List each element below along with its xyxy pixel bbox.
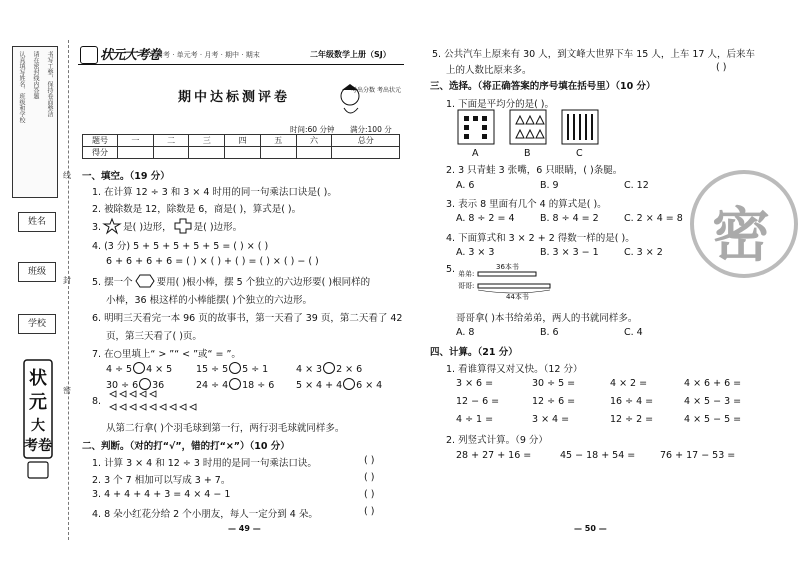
calc-item: 4 × 5 − 5 =: [684, 414, 742, 425]
calc-item: 4 × 2 =: [610, 378, 648, 389]
question: 4. (3 分) 5 + 5 + 5 + 5 + 5 = ( ) × ( ): [92, 241, 269, 252]
vertical-calc-item: 76 + 17 − 53 =: [660, 450, 736, 461]
exam-note: 认真填写姓名、班级和学校: [18, 51, 25, 123]
option-label: B. 3 × 3 − 1: [540, 247, 599, 258]
page-number: — 50 —: [574, 524, 607, 533]
option-label: A: [472, 148, 479, 159]
page-number: — 49 —: [228, 524, 261, 533]
name-field-label: 姓名: [18, 212, 56, 232]
book-bar-diagram: [478, 268, 558, 294]
option-label: B. 9: [540, 180, 559, 191]
calc-item: 3 × 4 =: [532, 414, 570, 425]
question-line: 哥哥拿( )本书给弟弟，两人的书就同样多。: [456, 313, 638, 324]
question: 2. 被除数是 12，除数是 6，商是( )，算式是( )。: [92, 204, 302, 215]
score-cell: 四: [225, 135, 261, 147]
exam-title: 期中达标测评卷: [178, 90, 291, 105]
score-input-cell[interactable]: [189, 147, 225, 159]
compare-row: 30 ÷ 6 36: [106, 380, 165, 391]
score-cell: 题号: [83, 135, 118, 147]
question: 3. 是( )边形， 是( )边形。: [92, 219, 242, 233]
hexagon-icon: [136, 275, 154, 287]
score-cell: 三: [189, 135, 225, 147]
score-input-cell[interactable]: [225, 147, 261, 159]
diagram-label: 36本书: [496, 263, 519, 271]
calc-item: 12 ÷ 6 =: [532, 396, 576, 407]
diagram-label: 弟弟:: [458, 270, 475, 278]
option-label: B: [524, 148, 531, 159]
answer-paren[interactable]: ( ): [364, 489, 375, 500]
option-label: C: [576, 148, 583, 159]
question-line: 上的人数比原来多。: [446, 65, 532, 76]
score-cell: 六: [296, 135, 332, 147]
option-label: A. 8: [456, 327, 475, 338]
compare-circle[interactable]: [139, 378, 151, 390]
question: 8.: [92, 396, 102, 407]
diagram-label: 44本书: [506, 293, 529, 301]
calc-item: 4 × 6 + 6 =: [684, 378, 742, 389]
question: 2. 列竖式计算。（9 分）: [446, 435, 548, 446]
compare-circle[interactable]: [133, 362, 145, 374]
answer-paren[interactable]: ( ): [716, 62, 727, 73]
shuttlecock-rows-icon: [108, 390, 308, 414]
score-input-cell[interactable]: [332, 147, 400, 159]
compare-circle[interactable]: [343, 378, 355, 390]
option-label: A. 3 × 3: [456, 247, 495, 258]
option-label: C. 4: [624, 327, 643, 338]
score-input-cell[interactable]: [118, 147, 154, 159]
calc-item: 3 × 6 =: [456, 378, 494, 389]
question-line: 6 + 6 + 6 + 6 = ( ) × ( ) + ( ) = ( ) × ( ) − ( ): [106, 256, 319, 267]
exam-time: 时间:60 分钟: [290, 125, 335, 134]
vertical-calc-item: 28 + 27 + 16 =: [456, 450, 532, 461]
option-label: A. 6: [456, 180, 475, 191]
option-label: C. 12: [624, 180, 649, 191]
answer-paren[interactable]: ( ): [364, 506, 375, 517]
header-brand: 状元大考卷: [100, 48, 161, 63]
question: 1. 在计算 12 ÷ 3 和 3 × 4 时用的同一句乘法口诀是( )。: [92, 187, 337, 198]
judge-item: 2. 3 个 7 相加可以写成 3 + 7。: [92, 475, 231, 486]
question: 5.: [446, 264, 456, 275]
question: 4. 下面算式和 3 × 2 + 2 得数一样的是( )。: [446, 233, 635, 244]
judge-item: 4. 8 朵小红花分给 2 个小朋友，每人一定分到 4 朵。: [92, 509, 318, 520]
calc-item: 12 − 6 =: [456, 396, 500, 407]
judge-item: 1. 计算 3 × 4 和 12 ÷ 3 时用的是同一句乘法口诀。: [92, 458, 317, 469]
mascot-text: 考出分数 考出状元: [351, 87, 401, 94]
calc-item: 30 ÷ 5 =: [532, 378, 576, 389]
score-cell: 五: [260, 135, 296, 147]
class-field-label: 班级: [18, 262, 56, 282]
cross-shape-icon: [175, 219, 191, 233]
star-shape-icon: [104, 219, 120, 233]
header-book: 二年级数学上册（SJ）: [310, 50, 391, 59]
question: 1. 看谁算得又对又快。（12 分）: [446, 364, 583, 375]
question-line: 小棒，36 根这样的小棒能摆( )个独立的六边形。: [106, 295, 313, 306]
exam-notes-box: [12, 46, 58, 198]
score-table-header-row: [83, 135, 400, 147]
exam-full-score: 满分:100 分: [350, 125, 392, 134]
seal-line-mark: 密: [63, 386, 71, 395]
svg-text:大: 大: [31, 418, 45, 434]
compare-row: 5 × 4 + 4 6 × 4: [296, 380, 383, 391]
score-cell: 得分: [83, 147, 118, 159]
calc-item: 4 ÷ 1 =: [456, 414, 494, 425]
score-input-cell[interactable]: [296, 147, 332, 159]
question: 3. 表示 8 里面有几个 4 的算式是( )。: [446, 199, 607, 210]
mascot-icon: [336, 78, 401, 120]
section-heading: 二、判断。（对的打“√”，错的打“×”）（10 分）: [82, 441, 290, 452]
brand-logo-icon: [80, 46, 98, 64]
score-input-cell[interactable]: [153, 147, 189, 159]
compare-circle[interactable]: [229, 378, 241, 390]
answer-paren[interactable]: ( ): [364, 455, 375, 466]
question: 7. 在○里填上“ > ”“ < ”或“ = ”。: [92, 349, 241, 360]
question: 6. 明明三天看完一本 96 页的故事书，第一天看了 39 页，第二天看了 42: [92, 313, 403, 324]
score-cell: 一: [118, 135, 154, 147]
vertical-calc-item: 45 − 18 + 54 =: [560, 450, 636, 461]
compare-row: 4 × 3 2 × 6: [296, 364, 363, 375]
score-cell: 总分: [332, 135, 400, 147]
section-heading: 一、填空。（19 分）: [82, 171, 170, 182]
question: 5. 摆一个 要用( )根小棒，摆 5 个独立的六边形要( )根同样的: [92, 277, 371, 288]
seal-line-mark: 线: [63, 171, 71, 180]
score-input-cell[interactable]: [260, 147, 296, 159]
confidential-seal: 密: [690, 170, 798, 278]
question: 2. 3 只青蛙 3 张嘴，6 只眼睛，( )条腿。: [446, 165, 623, 176]
svg-text:考卷: 考卷: [24, 438, 52, 454]
score-table: [82, 134, 400, 159]
svg-text:元: 元: [29, 392, 47, 413]
svg-text:状: 状: [29, 368, 47, 389]
compare-circle[interactable]: [229, 362, 241, 374]
calc-item: 4 × 5 − 3 =: [684, 396, 742, 407]
school-field-label: 学校: [18, 314, 56, 334]
option-label: A. 8 ÷ 2 = 4: [456, 213, 515, 224]
calc-item: 16 ÷ 4 =: [610, 396, 654, 407]
section-heading: 三、选择。（将正确答案的序号填在括号里）（10 分）: [430, 81, 656, 92]
question-line: 页，第三天看了( )页。: [106, 331, 202, 342]
compare-row: 24 ÷ 4 18 ÷ 6: [196, 380, 275, 391]
question-line: 从第二行拿( )个羽毛球到第一行，两行羽毛球就同样多。: [106, 423, 345, 434]
compare-circle[interactable]: [323, 362, 335, 374]
seal-line: [68, 40, 69, 540]
exam-note: 请在密封线内答题: [32, 51, 39, 99]
section-heading: 四、计算。（21 分）: [430, 347, 518, 358]
score-table-score-row: [83, 147, 400, 159]
question: 1. 下面是平均分的是( )。: [446, 99, 555, 110]
calc-item: 12 ÷ 2 =: [610, 414, 654, 425]
judge-item: 3. 4 + 4 + 4 + 3 = 4 × 4 − 1: [92, 489, 231, 500]
compare-row: 4 ÷ 5 4 × 5: [106, 364, 173, 375]
option-label: B. 8 ÷ 4 = 2: [540, 213, 599, 224]
diagram-label: 哥哥:: [458, 282, 475, 290]
option-label: C. 2 × 4 = 8: [624, 213, 683, 224]
answer-paren[interactable]: ( ): [364, 472, 375, 483]
score-cell: 二: [153, 135, 189, 147]
option-label: C. 3 × 2: [624, 247, 663, 258]
seal-line-mark: 封: [63, 276, 71, 285]
equal-share-options-icon: [458, 110, 598, 146]
option-label: B. 6: [540, 327, 559, 338]
compare-row: 15 ÷ 5 5 ÷ 1: [196, 364, 269, 375]
brand-vertical-logo: [14, 360, 60, 480]
exam-note: 书写工整，保持卷面整洁: [46, 51, 53, 117]
judge-item: 5. 公共汽车上原来有 30 人，到文峰大世界下车 15 人，上车 17 人，后来车: [432, 49, 755, 60]
header-subtitle: 周考 · 单元考 · 月考 · 期中 · 期末: [156, 51, 260, 59]
